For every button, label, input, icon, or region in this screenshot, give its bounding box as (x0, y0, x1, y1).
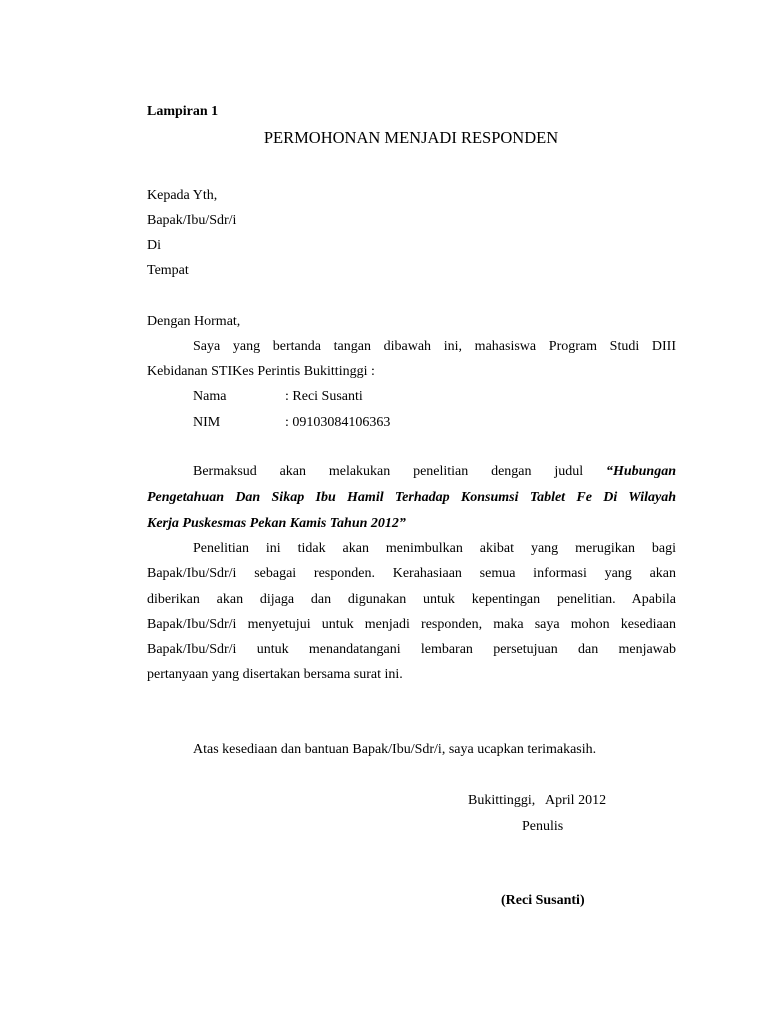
para2-line-4: Bapak/Ibu/Sdr/i menyetujui untuk menjadi responden, maka saya mohon kesediaan (147, 617, 676, 632)
para2-line-6: pertanyaan yang disertakan bersama surat ini. (147, 667, 403, 682)
signature-place-date: Bukittinggi, April 2012 (468, 793, 607, 808)
para2-line-2: Bapak/Ibu/Sdr/i sebagai responden. Kerahasiaan semua informasi yang akan (147, 566, 676, 581)
research-title-line-2: Pengetahuan Dan Sikap Ibu Hamil Terhadap Konsumsi Tablet Fe Di Wilayah (147, 490, 676, 505)
research-title-line-3: Kerja Puskesmas Pekan Kamis Tahun 2012” (147, 516, 406, 531)
nim-label: NIM (193, 415, 221, 430)
para2-line-1: Penelitian ini tidak akan menimbulkan akibat yang merugikan bagi (193, 541, 676, 556)
signature-name: (Reci Susanti) (501, 893, 585, 908)
salutation: Dengan Hormat, (147, 314, 241, 329)
attachment-label: Lampiran 1 (147, 104, 219, 119)
nama-value: : Reci Susanti (285, 389, 363, 404)
para2-line-3: diberikan akan dijaga dan digunakan untuk kepentingan penelitian. Apabila (147, 592, 676, 607)
document-title: PERMOHONAN MENJADI RESPONDEN (263, 128, 559, 147)
signature-role: Penulis (522, 819, 564, 834)
recipient-place: Tempat (147, 263, 189, 278)
purpose-line-1 (193, 462, 676, 482)
purpose-line-1-plain: Bermaksud akan melakukan penelitian dengan judul (193, 464, 584, 479)
recipient-greeting: Kepada Yth, (147, 188, 218, 203)
para2-line-5: Bapak/Ibu/Sdr/i untuk menandatangani lembaran persetujuan dan menjawab (147, 642, 676, 657)
research-title-start: “Hubungan (605, 464, 676, 479)
intro-line-1: Saya yang bertanda tangan dibawah ini, mahasiswa Program Studi DIII (193, 339, 676, 354)
nama-label: Nama (193, 389, 227, 404)
intro-line-2: Kebidanan STIKes Perintis Bukittinggi : (147, 364, 375, 379)
recipient-name: Bapak/Ibu/Sdr/i (147, 213, 237, 228)
recipient-di: Di (147, 238, 161, 253)
closing-sentence: Atas kesediaan dan bantuan Bapak/Ibu/Sdr/i, saya ucapkan terimakasih. (193, 742, 597, 757)
nim-value: : 09103084106363 (285, 415, 391, 430)
